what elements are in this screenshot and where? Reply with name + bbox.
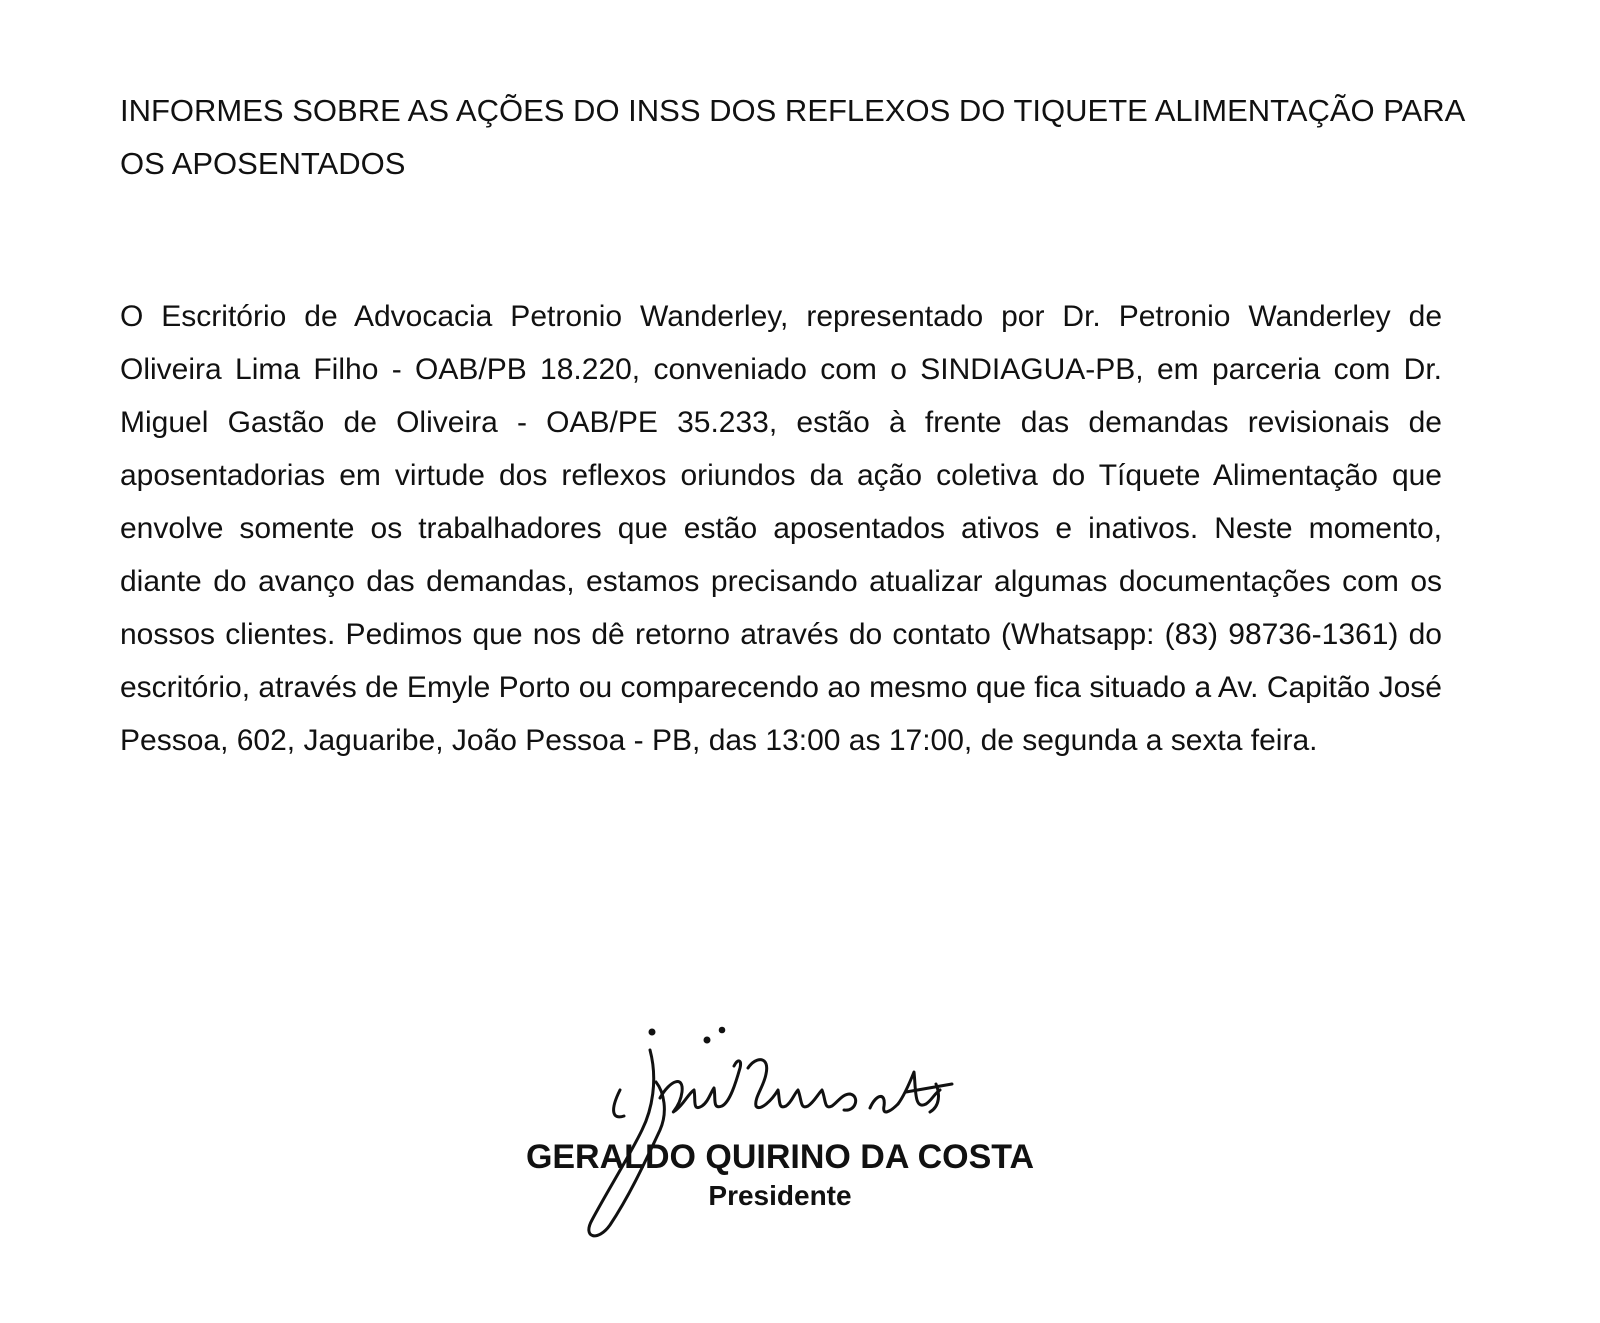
document-title: INFORMES SOBRE AS AÇÕES DO INSS DOS REFLEXOS DO TIQUETE ALIMENTAÇÃO PARA OS APOSENTADOS xyxy=(120,93,1464,181)
document-body: O Escritório de Advocacia Petronio Wanderley, representado por Dr. Petronio Wanderley de Oliveira Lima Filho - OAB/PB 18.220, conveniado com o SINDIAGUA-PB, em parceria com Dr. Miguel Gastão de Oliveira - OAB/PE 35.233, estão à frente das demandas revisionais de aposentadorias em virtude dos reflexos oriundos da ação coletiva do Tíquete Alimentação que envolve somente os trabalhadores que estão aposentados ativos e inativos. Neste momento, diante do avanço das demandas, estamos precisando atualizar algumas documentações com os nossos clientes. Pedimos que nos dê retorno através do contato (Whatsapp: (83) 98736-1361) do escritório, através de Emyle Porto ou comparecendo ao mesmo que fica situado a Av. Capitão José Pessoa, 602, Jaguaribe, João Pessoa - PB, das 13:00 as 17:00, de segunda a sexta feira. xyxy=(120,300,1442,757)
signer-name: GERALDO QUIRINO DA COSTA xyxy=(525,1138,1035,1176)
signer-role: Presidente xyxy=(708,1180,852,1211)
